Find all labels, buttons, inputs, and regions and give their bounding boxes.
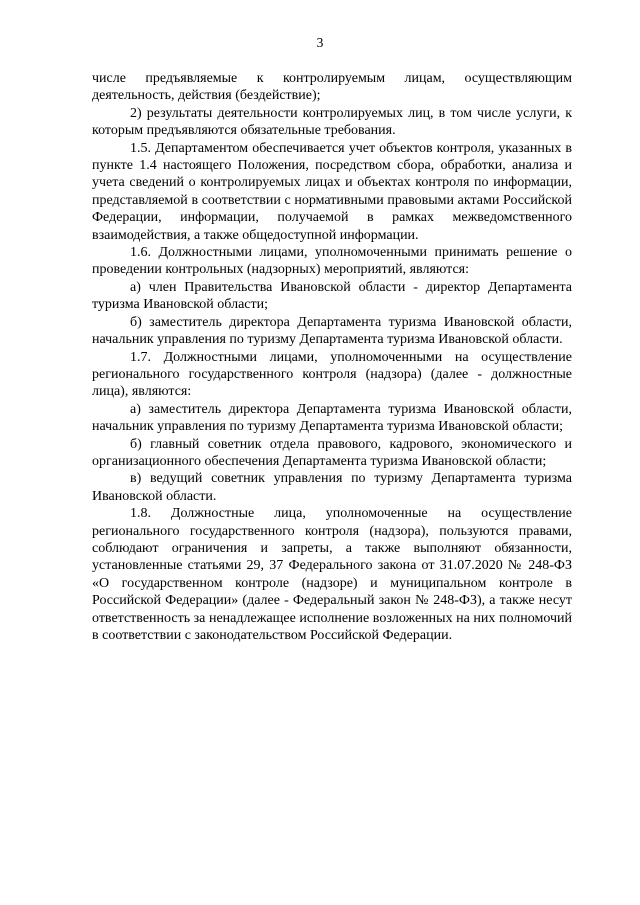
paragraph-1-5: 1.5. Департаментом обеспечивается учет объектов контроля, указанных в пункте 1.4 настоящего Положения, посредством сбора, обработки, анализа и учета сведений о контролируемых лицах и объектах контроля по информации, представляемой в соответствии с нормативными правовыми актами Российской Федерации, информации, получаемой в рамках межведомственного взаимодействия, а также общедоступной информации.: [92, 140, 572, 243]
document-body: [92, 70, 572, 644]
paragraph-1-7-a: а) заместитель директора Департамента туризма Ивановской области, начальник управления по туризму Департамента туризма Ивановской области;: [92, 401, 572, 435]
paragraph-continuation: числе предъявляемые к контролируемым лицам, осуществляющим деятельность, действия (бездействие);: [92, 71, 572, 104]
paragraph-1-6-a: а) член Правительства Ивановской области - директор Департамента туризма Ивановской области;: [92, 279, 572, 313]
paragraph-1-7-c: в) ведущий советник управления по туризму Департамента туризма Ивановской области.: [92, 471, 572, 504]
paragraph-1-7: 1.7. Должностными лицами, уполномоченными на осуществление регионального государственного контроля (надзора) (далее - должностные лица), являются:: [92, 349, 572, 400]
paragraph-item-2: 2) результаты деятельности контролируемых лиц, в том числе услуги, к которым предъявляются обязательные требования.: [92, 105, 572, 139]
paragraph-1-6: 1.6. Должностными лицами, уполномоченными принимать решение о проведении контрольных (надзорных) мероприятий, являются:: [92, 245, 572, 278]
paragraph-1-8: 1.8. Должностные лица, уполномоченные на осуществление регионального государственного контроля (надзора), пользуются правами, соблюдают ограничения и запреты, а также выполняют обязанности, установленные статьями 29, 37 Федерального закона от 31.07.2020 № 248-ФЗ «О государственном контроле (надзоре) и муниципальном контроле в Российской Федерации» (далее - Федеральный закон № 248-ФЗ), а также несут ответственность за ненадлежащее исполнение возложенных на них полномочий в соответствии с законодательством Российской Федерации.: [92, 506, 572, 643]
paragraph-1-7-b: б) главный советник отдела правового, кадрового, экономического и организационного обеспечения Департамента туризма Ивановской области;: [92, 436, 572, 469]
paragraph-1-6-b: б) заместитель директора Департамента туризма Ивановской области, начальник управления по туризму Департамента туризма Ивановской области.: [92, 314, 572, 348]
page-number: 3: [316, 35, 324, 50]
